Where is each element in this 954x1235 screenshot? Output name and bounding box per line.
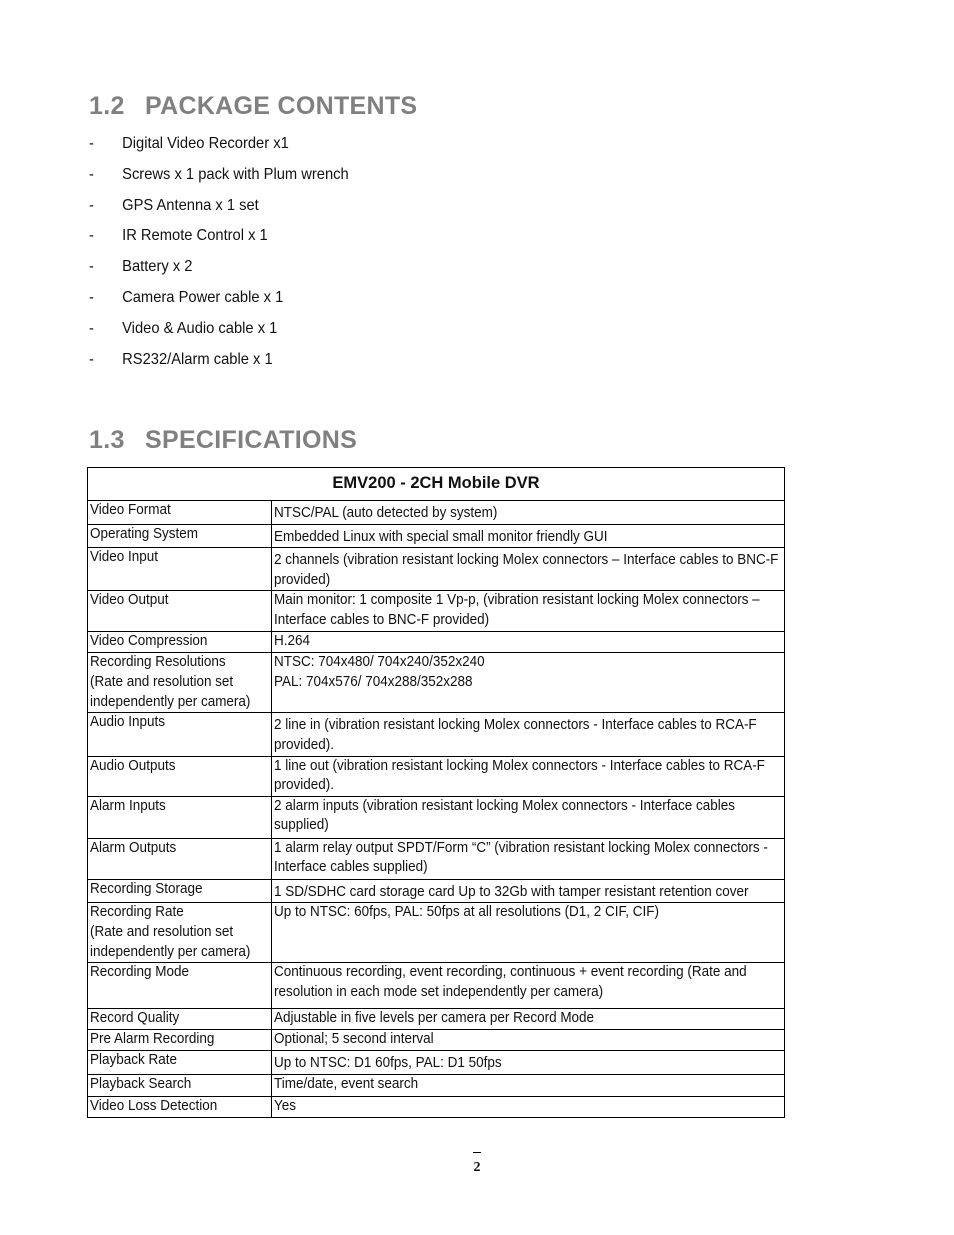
- spec-value: Main monitor: 1 composite 1 Vp-p, (vibration resistant locking Molex connectors – Interface cables to BNC-F provided): [272, 591, 785, 632]
- list-bullet: -: [89, 227, 94, 245]
- spec-label: Audio Outputs: [88, 756, 272, 796]
- list-item-text: Video & Audio cable x 1: [122, 319, 278, 337]
- table-row: [88, 524, 785, 548]
- section-heading-specifications: [89, 426, 357, 455]
- list-item-text: RS232/Alarm cable x 1: [122, 350, 273, 368]
- table-row: [88, 1074, 785, 1096]
- spec-value: 1 alarm relay output SPDT/Form “C” (vibration resistant locking Molex connectors - Interface cables supplied): [272, 838, 785, 879]
- spec-value: 1 line out (vibration resistant locking Molex connectors - Interface cables to RCA-F provided).: [272, 756, 785, 796]
- spec-label: Operating System: [88, 524, 272, 548]
- list-item: [89, 257, 349, 288]
- spec-value: Time/date, event search: [272, 1074, 785, 1096]
- table-row: [88, 653, 785, 713]
- list-bullet: -: [89, 165, 94, 183]
- spec-label: Playback Rate: [88, 1051, 272, 1075]
- list-item: [89, 350, 349, 381]
- list-item-text: IR Remote Control x 1: [122, 227, 268, 245]
- spec-value: 1 SD/SDHC card storage card Up to 32Gb with tamper resistant retention cover: [272, 879, 785, 903]
- list-item: [89, 134, 349, 165]
- page-number-text: 2: [473, 1160, 481, 1175]
- spec-label: Recording Storage: [88, 879, 272, 903]
- spec-label: Recording Mode: [88, 963, 272, 1009]
- table-row: [88, 1030, 785, 1051]
- table-row: [88, 1009, 785, 1030]
- spec-value: 2 channels (vibration resistant locking Molex connectors – Interface cables to BNC-F provided): [272, 548, 785, 591]
- list-item-text: Screws x 1 pack with Plum wrench: [122, 165, 349, 183]
- page-number: [470, 1152, 484, 1176]
- table-row: [88, 548, 785, 591]
- list-bullet: -: [89, 196, 94, 214]
- section-number: 1.2: [89, 92, 125, 120]
- list-bullet: -: [89, 288, 94, 306]
- section-title: PACKAGE CONTENTS: [145, 92, 418, 120]
- table-row: [88, 1051, 785, 1075]
- list-item-text: Digital Video Recorder x1: [122, 135, 289, 152]
- spec-label: Recording Resolutions (Rate and resolution set independently per camera): [88, 653, 272, 713]
- spec-value: NTSC: 704x480/ 704x240/352x240 PAL: 704x576/ 704x288/352x288: [272, 653, 785, 713]
- list-item: [89, 226, 349, 257]
- spec-value: Yes: [272, 1096, 785, 1117]
- spec-value: 2 line in (vibration resistant locking Molex connectors - Interface cables to RCA-F provided).: [272, 713, 785, 756]
- table-row: [88, 903, 785, 963]
- section-number: 1.3: [89, 426, 125, 454]
- page-number-rule: [473, 1152, 481, 1159]
- table-row: [88, 756, 785, 796]
- spec-value: Continuous recording, event recording, continuous + event recording (Rate and resolution in each mode set independently per camera): [272, 963, 785, 1009]
- package-contents-list: [89, 134, 371, 380]
- spec-label: Alarm Outputs: [88, 838, 272, 879]
- spec-value: Embedded Linux with special small monitor friendly GUI: [272, 524, 785, 548]
- list-item: [89, 165, 349, 196]
- list-item-text: GPS Antenna x 1 set: [122, 196, 259, 214]
- list-item: [89, 319, 349, 350]
- spec-label: Audio Inputs: [88, 713, 272, 756]
- table-row: [88, 879, 785, 903]
- table-row: [88, 632, 785, 653]
- specifications-table: [87, 467, 785, 1118]
- spec-label: Recording Rate (Rate and resolution set independently per camera): [88, 903, 272, 963]
- spec-label: Video Loss Detection: [88, 1096, 272, 1117]
- table-row: [88, 1096, 785, 1117]
- table-title: EMV200 - 2CH Mobile DVR: [88, 468, 785, 501]
- spec-value: NTSC/PAL (auto detected by system): [272, 501, 785, 525]
- list-bullet: -: [89, 319, 94, 337]
- spec-label: Pre Alarm Recording: [88, 1030, 272, 1051]
- table-row: [88, 796, 785, 838]
- spec-label: Record Quality: [88, 1009, 272, 1030]
- spec-label: Video Format: [88, 501, 272, 525]
- section-title: SPECIFICATIONS: [145, 426, 358, 454]
- list-bullet: -: [89, 135, 94, 152]
- spec-value: Up to NTSC: 60fps, PAL: 50fps at all resolutions (D1, 2 CIF, CIF): [272, 903, 785, 963]
- spec-label: Playback Search: [88, 1074, 272, 1096]
- spec-value: Adjustable in five levels per camera per Record Mode: [272, 1009, 785, 1030]
- spec-label: Video Input: [88, 548, 272, 591]
- table-header-row: [88, 468, 785, 501]
- spec-value: Up to NTSC: D1 60fps, PAL: D1 50fps: [272, 1051, 785, 1075]
- table-row: [88, 713, 785, 756]
- list-item-text: Camera Power cable x 1: [122, 288, 284, 306]
- spec-value: H.264: [272, 632, 785, 653]
- spec-label: Alarm Inputs: [88, 796, 272, 838]
- list-item: [89, 196, 349, 227]
- table-row: [88, 963, 785, 1009]
- list-bullet: -: [89, 350, 94, 368]
- table-row: [88, 501, 785, 525]
- spec-label: Video Output: [88, 591, 272, 632]
- spec-value: Optional; 5 second interval: [272, 1030, 785, 1051]
- spec-value: 2 alarm inputs (vibration resistant locking Molex connectors - Interface cables supplied): [272, 796, 785, 838]
- spec-label: Video Compression: [88, 632, 272, 653]
- section-heading-package-contents: [89, 92, 417, 121]
- table-row: [88, 591, 785, 632]
- list-item: [89, 288, 349, 319]
- table-row: [88, 838, 785, 879]
- list-item-text: Battery x 2: [122, 258, 193, 276]
- list-bullet: -: [89, 258, 94, 276]
